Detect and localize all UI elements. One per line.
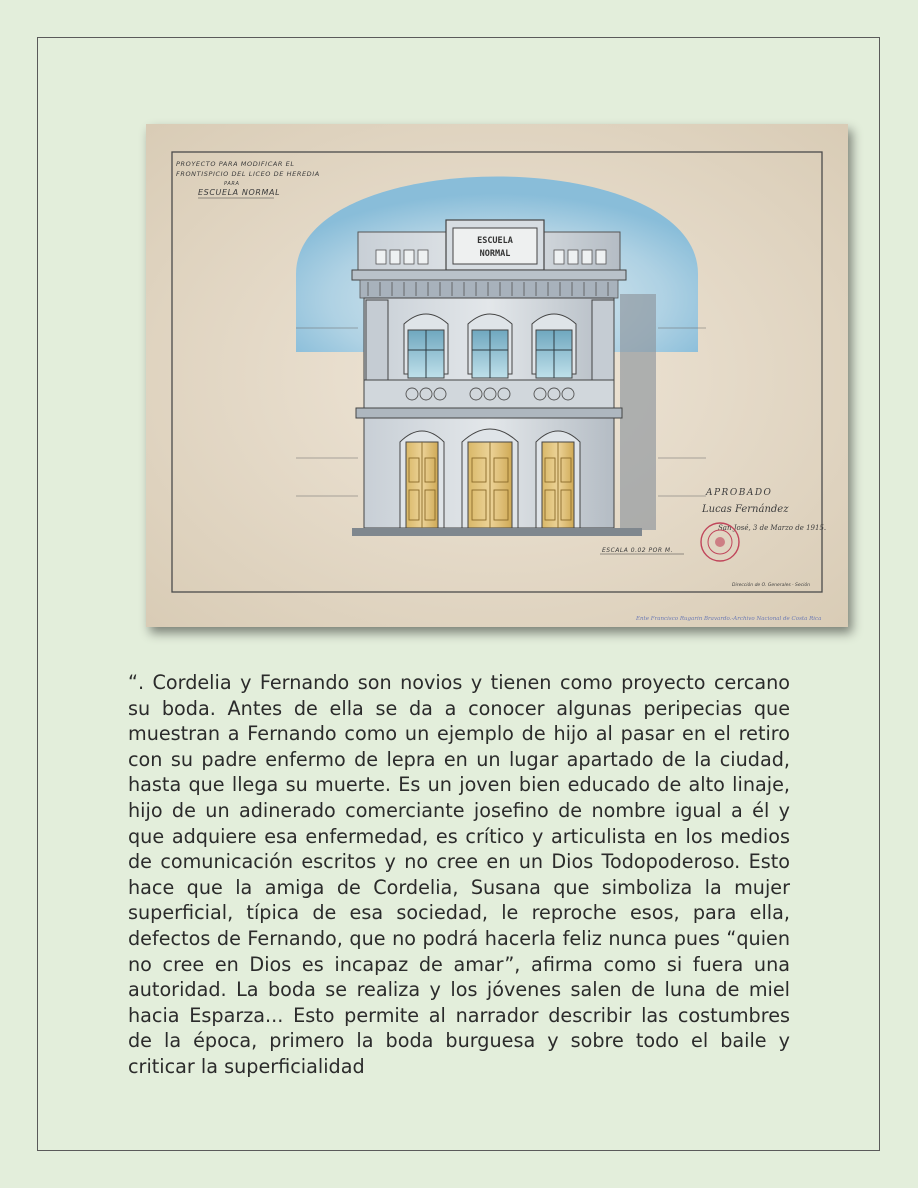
approval-signature: Lucas Fernández [702, 504, 789, 515]
sign-text-line-1: ESCUELA [477, 236, 513, 246]
approval-date: San José, 3 de Marzo de 1915. [718, 524, 827, 532]
drawing-title-line-4: ESCUELA NORMAL [198, 188, 281, 197]
body-paragraph: “. Cordelia y Fernando son novios y tienen como proyecto cercano su boda. Antes de ella se da a conocer algunas peripecias que muestran a Fernando como un ejemplo de hijo al pasar en el retiro con su padre enfermo de lepra en un lugar apartado de la ciudad, hasta que llega su muerte. Es un joven bien educado de alto linaje, hijo de un adinerado comerciante josefino de nombre igual a él y que adquiere esa enfermedad, es crítico y articulista en los medios de comunicación escritos y no cree en un Dios Todopoderoso. Esto hace que la amiga de Cordelia, Susana que simboliza la mujer superficial, típica de esa sociedad, le reproche esos, para ella, defectos de Fernando, que no podrá hacerla feliz nunca pues “quien no cree en Dios es incapaz de amar”, afirma como si fuera una autoridad. La boda se realiza y los jóvenes salen de luna de miel hacia Esparza... Esto permite al narrador describir las costumbres de la época, primero la boda burguesa y sobre todo el baile y criticar la superficialidad [128, 671, 790, 1078]
sign-text-line-2: NORMAL [479, 249, 511, 259]
building-facade [352, 220, 656, 536]
approved-label: APROBADO [706, 488, 773, 498]
office-label: Dirección de O. Generales · Seción [732, 583, 810, 588]
drawing-title-line-1: PROYECTO PARA MODIFICAR EL [176, 160, 295, 168]
scale-label: ESCALA 0.02 POR M. [602, 547, 674, 554]
drawing-title-line-2: FRONTISPICIO DEL LICEO DE HEREDIA [176, 170, 320, 178]
drawing-title-line-3: PARA [224, 181, 240, 187]
archive-credit: Ente Francisco Rugarin Bravardo.-Archivo Nacional de Costa Rica [636, 616, 822, 622]
architectural-drawing [146, 124, 848, 627]
